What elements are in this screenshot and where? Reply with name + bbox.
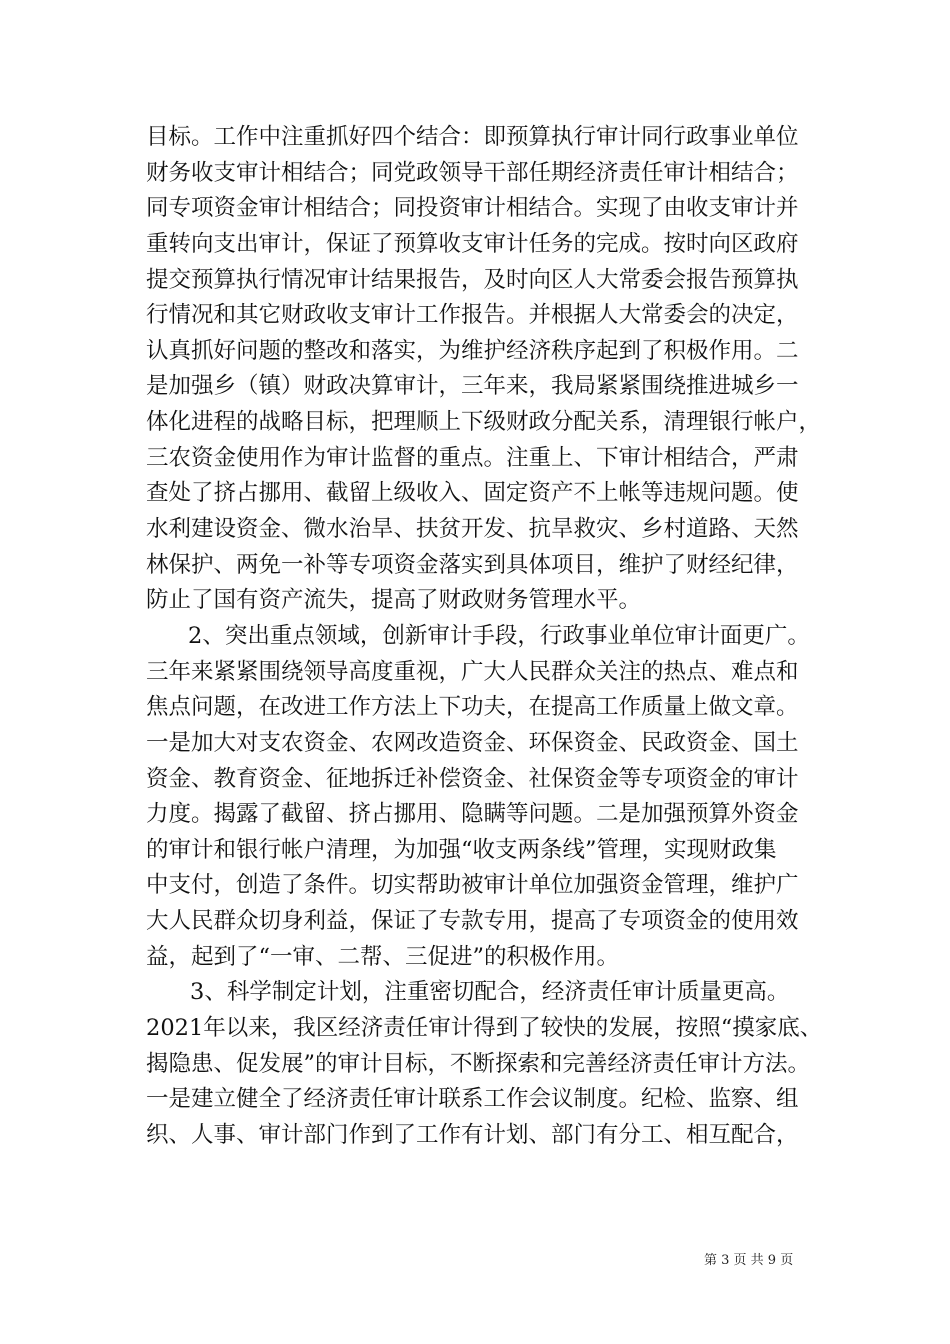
text-line: 行情况和其它财政收支审计工作报告。并根据人大常委会的决定，	[146, 302, 799, 329]
text-line: 焦点问题，在改进工作方法上下功夫，在提高工作质量上做文章。	[146, 694, 799, 721]
text-line: 同专项资金审计相结合；同投资审计相结合。实现了由收支审计并	[146, 195, 799, 222]
text-line: 水利建设资金、微水治旱、扶贫开发、抗旱救灾、乡村道路、天然	[146, 516, 799, 543]
text-line: 防止了国有资产流失，提高了财政财务管理水平。	[146, 587, 642, 614]
text-line: 认真抓好问题的整改和落实，为维护经济秩序起到了积极作用。二	[146, 337, 799, 364]
text-line: 目标。工作中注重抓好四个结合：即预算执行审计同行政事业单位	[146, 124, 799, 150]
text-line: 是加强乡（镇）财政决算审计，三年来，我局紧紧围绕推进城乡一	[146, 373, 799, 400]
text-line: 一是建立健全了经济责任审计联系工作会议制度。纪检、监察、组	[146, 1086, 799, 1113]
paragraph-heading-2: 2、突出重点领域，创新审计手段，行政事业单位审计面更广。	[188, 622, 810, 649]
text-line: 织、人事、审计部门作到了工作有计划、部门有分工、相互配合，	[146, 1121, 799, 1148]
page-number-footer: 第 3 页 共 9 页	[704, 1253, 794, 1268]
text-line: 的审计和银行帐户清理，为加强“收支两条线”管理，实现财政集	[146, 836, 777, 863]
text-line: 大人民群众切身利益，保证了专款专用，提高了专项资金的使用效	[146, 908, 799, 935]
text-line: 一是加大对支农资金、农网改造资金、环保资金、民政资金、国土	[146, 729, 799, 756]
body-text	[146, 120, 826, 1154]
text-line: 林保护、两免一补等专项资金落实到具体项目，维护了财经纪律，	[146, 551, 799, 578]
text-line: 提交预算执行情况审计结果报告，及时向区人大常委会报告预算执	[146, 266, 799, 293]
text-line: 揭隐患、促发展”的审计目标，不断探索和完善经济责任审计方法。	[146, 1050, 811, 1077]
paragraph-heading-3: 3、科学制定计划，注重密切配合，经济责任审计质量更高。	[190, 979, 790, 1006]
text-line: 查处了挤占挪用、截留上级收入、固定资产不上帐等违规问题。使	[146, 480, 799, 507]
text-line: 重转向支出审计，保证了预算收支审计任务的完成。按时向区政府	[146, 230, 799, 257]
text-line: 益，起到了“一审、二帮、三促进”的积极作用。	[146, 943, 620, 970]
text-line: 体化进程的战略目标，把理顺上下级财政分配关系，清理银行帐户，	[146, 409, 822, 436]
text-line: 三年来紧紧围绕领导高度重视，广大人民群众关注的热点、难点和	[146, 658, 799, 685]
text-line: 资金、教育资金、征地拆迁补偿资金、社保资金等专项资金的审计	[146, 765, 799, 792]
text-line: 中支付，创造了条件。切实帮助被审计单位加强资金管理，维护广	[146, 872, 799, 899]
text-line: 力度。揭露了截留、挤占挪用、隐瞒等问题。二是加强预算外资金	[146, 801, 799, 828]
text-line: 2021年以来，我区经济责任审计得到了较快的发展，按照“摸家底、	[146, 1015, 823, 1042]
text-line: 财务收支审计相结合；同党政领导干部任期经济责任审计相结合；	[146, 159, 799, 186]
text-line: 三农资金使用作为审计监督的重点。注重上、下审计相结合，严肃	[146, 444, 799, 471]
